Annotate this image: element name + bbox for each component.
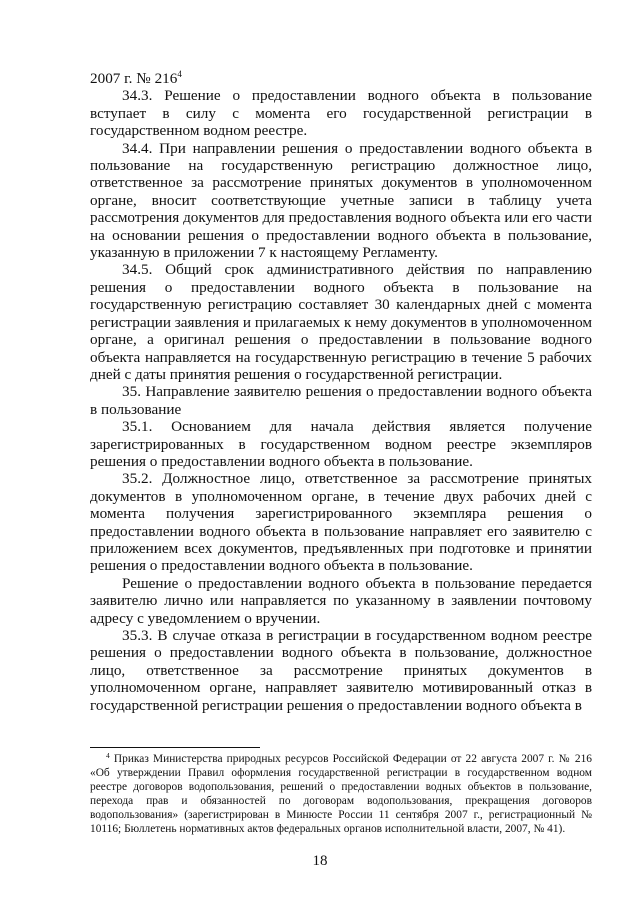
- continuation-line: [90, 70, 592, 87]
- footnote-separator: [90, 747, 260, 748]
- section-heading-35: 35. Направление заявителю решения о предоставлении водного объекта в пользование: [90, 383, 592, 418]
- footnote-marker: 4: [106, 751, 110, 760]
- footnote: [90, 752, 592, 836]
- paragraph-35-3: 35.3. В случае отказа в регистрации в государственном водном реестре решения о предоставлении водного объекта в пользование, должностное лицо, ответственное за рассмотрение принятых документов в уполномоченном органе, направляет заявителю мотивированный отказ в государственной регистрации решения о предоставлении водного объекта в: [90, 627, 592, 714]
- page-number: 18: [312, 853, 328, 869]
- footnote-text: Приказ Министерства природных ресурсов Российской Федерации от 22 августа 2007 г. № 216 «Об утверждении Правил оформления государственной регистрации в государственном водном реестре договоров водопользования, решений о предоставлении водных объектов в пользование, перехода прав и обязанностей по договорам водопользования, прекращения договоров водопользования» (зарегистрирован в Минюсте России 11 сентября 2007 г., регистрационный № 10116; Бюллетень нормативных актов федеральных органов исполнительной власти, 2007, № 41).: [90, 753, 592, 835]
- paragraph-35-2: 35.2. Должностное лицо, ответственное за рассмотрение принятых документов в уполномоченном органе, в течение двух рабочих дней с момента получения зарегистрированного экземпляра решения о предоставлении водного объекта в пользование направляет его заявителю с приложением всех документов, предъявленных при подготовке и принятии решения о предоставлении водного объекта в пользование.: [90, 470, 592, 575]
- paragraph-35-2-delivery: Решение о предоставлении водного объекта в пользование передается заявителю лично или направляется по указанному в заявлении почтовому адресу с уведомлением о вручении.: [90, 574, 592, 627]
- paragraph-34-3: 34.3. Решение о предоставлении водного объекта в пользование вступает в силу с момента его государственной регистрации в государственном водном реестре.: [90, 87, 592, 140]
- paragraph-35-1: 35.1. Основанием для начала действия является получение зарегистрированных в государственном водном реестре экземпляров решения о предоставлении водного объекта в пользование.: [90, 418, 592, 470]
- main-text: [90, 70, 592, 714]
- footnote-reference: 4: [177, 69, 182, 79]
- continuation-text: 2007 г. № 216: [90, 70, 178, 87]
- paragraph-34-5: 34.5. Общий срок административного действия по направлению решения о предоставлении водного объекта в пользование на государственную регистрацию составляет 30 календарных дней с момента регистрации заявления и прилагаемых к нему документов в уполномоченном органе, а оригинал решения о предоставлении в пользование водного объекта направляется на государственную регистрацию в течение 5 рабочих дней с даты принятия решения о государственной регистрации.: [90, 261, 592, 383]
- paragraph-34-4: 34.4. При направлении решения о предоставлении водного объекта в пользование на государственную регистрацию должностное лицо, ответственное за рассмотрение принятых документов в уполномоченном органе, вносит соответствующие учетные записи в таблицу учета рассмотрения документов для предоставления водного объекта или его части на основании решения о предоставлении водного объекта в пользование, указанную в приложении 7 к настоящему Регламенту.: [90, 139, 592, 262]
